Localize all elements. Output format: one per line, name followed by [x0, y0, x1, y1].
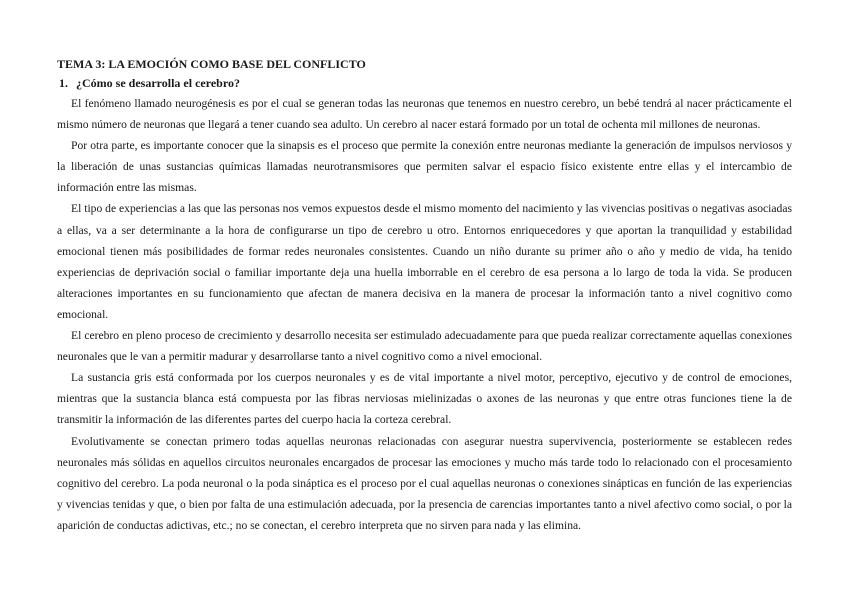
document-page [57, 56, 792, 536]
paragraph-neurogenesis: El fenómeno llamado neurogénesis es por el cual se generan todas las neuronas que tenemos en nuestro cerebro, un bebé tendrá al nacer prácticamente el mismo número de neuronas que llegará a tener cuando sea adulto. Un cerebro al nacer estará formado por un total de ochenta mil millones de neuronas. [57, 97, 792, 132]
paragraph-synapse: Por otra parte, es importante conocer que la sinapsis es el proceso que permite la conexión entre neuronas mediante la generación de impulsos nerviosos y la liberación de unas sustancias químicas llamadas neurotransmisores que permiten salvar el espacio físico existente entre ellas y el intercambio de información entre las mismas. [57, 139, 792, 195]
paragraph-gray-matter: La sustancia gris está conformada por los cuerpos neuronales y es de vital importante a nivel motor, perceptivo, ejecutivo y de control de emociones, mientras que la sustancia blanca está compuesta por las fibras nerviosas mielinizadas o axones de las neuronas y que entre otras funciones tiene la de transmitir la información de las diferentes partes del cuerpo hacia la corteza cerebral. [57, 371, 792, 427]
section-heading-text: ¿Cómo se desarrolla el cerebro? [76, 76, 240, 90]
section-number: 1. [59, 76, 68, 90]
paragraph-stimulation: El cerebro en pleno proceso de crecimiento y desarrollo necesita ser estimulado adecuadamente para que pueda realizar correctamente aquellas conexiones neuronales que le van a permitir madurar y desarrollarse tanto a nivel cognitivo como a nivel emocional. [57, 329, 792, 364]
section-heading [59, 73, 792, 93]
paragraph-pruning: Evolutivamente se conectan primero todas aquellas neuronas relacionadas con asegurar nuestra supervivencia, posteriormente se establecen redes neuronales más sólidas en aquellos circuitos neuronales encargados de procesar las emociones y mucho más tarde todo lo relacionado con el procesamiento cognitivo del cerebro. La poda neuronal o la poda sináptica es el proceso por el cual aquellas neuronas o conexiones sinápticas en función de las experiencias y vivencias tenidas y que, o bien por falta de una estimulación adecuada, por la presencia de carencias importantes tanto a nivel afectivo como social, o por la aparición de conductas adictivas, etc.; no se conectan, el cerebro interpreta que no sirven para nada y las elimina. [57, 434, 792, 532]
paragraph-experiences: El tipo de experiencias a las que las personas nos vemos expuestos desde el mismo momento del nacimiento y las vivencias positivas o negativas asociadas a ellas, va a ser determinante a la hora de configurarse un tipo de cerebro u otro. Entornos enriquecedores y que aportan la tranquilidad y estabilidad emocional tienen más posibilidades de formar redes neuronales consistentes. Cuando un niño durante su primer año o año y medio de vida, ha tenido experiencias de deprivación social o familiar importante deja una huella imborrable en el cerebro de esa persona a lo largo de toda la vida. Se producen alteraciones importantes en su funcionamiento que afectan de manera decisiva en la manera de procesar la información tanto a nivel cognitivo como emocional. [57, 202, 792, 321]
document-title: TEMA 3: LA EMOCIÓN COMO BASE DEL CONFLICTO [57, 57, 366, 71]
